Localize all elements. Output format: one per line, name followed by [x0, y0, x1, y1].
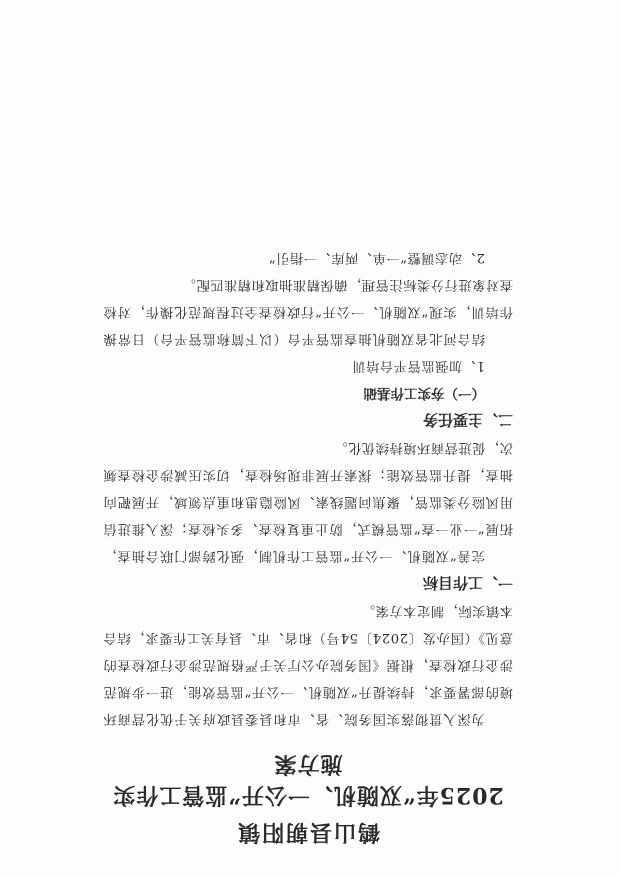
- item-1-body: 结合河北省双随机抽查监管平台（以下简称监管平台）日常操作培训，实现“双随机、一公开”行政检查全过程规范化操作，对检查对象进行分类标注管理，确保精准抽取和精准匹配。: [103, 277, 513, 346]
- section-2-heading: 二、主要任务: [422, 411, 513, 429]
- item-1-heading: 1、加强监管平台培训: [351, 358, 485, 373]
- intro-paragraph: 为深入贯彻落实国务院、省、市和县委县政府关于优化营商环境的部署要求，持续提升“双随机、一公开”监管效能，进一步规范涉企行政检查，根据《国务院办公厅关于严格规范涉企行政检查的意见》（国办发〔2024〕54号）和省、市、县有关工作要求，结合本镇实际，制定本方案。: [103, 603, 513, 726]
- document-issuer: 鹤山县朝阳镇: [236, 819, 381, 845]
- document-body: [103, 244, 513, 849]
- item-2-heading: 2、动态调整“一单、两库、一指引”: [268, 250, 485, 265]
- section-1-heading: 一、工作目标: [422, 574, 513, 592]
- subsection-1-heading: （一）夯实工作基础: [363, 385, 485, 401]
- section-1-body: 完善“双随机、一公开”监管工作机制，强化跨部门联合抽查，拓展“一业一查”监管模式，防止重复检查、多头检查；深入推进信用风险分类监管，聚焦问题线索、风险隐患和重点领域，开展靶向抽查，提升监管效能；探索开展非现场检查，切实压减涉企检查频次，促进营商环境持续优化。: [103, 440, 513, 563]
- document-title: 2025年“双随机、一公开”监管工作实施方案: [112, 751, 504, 808]
